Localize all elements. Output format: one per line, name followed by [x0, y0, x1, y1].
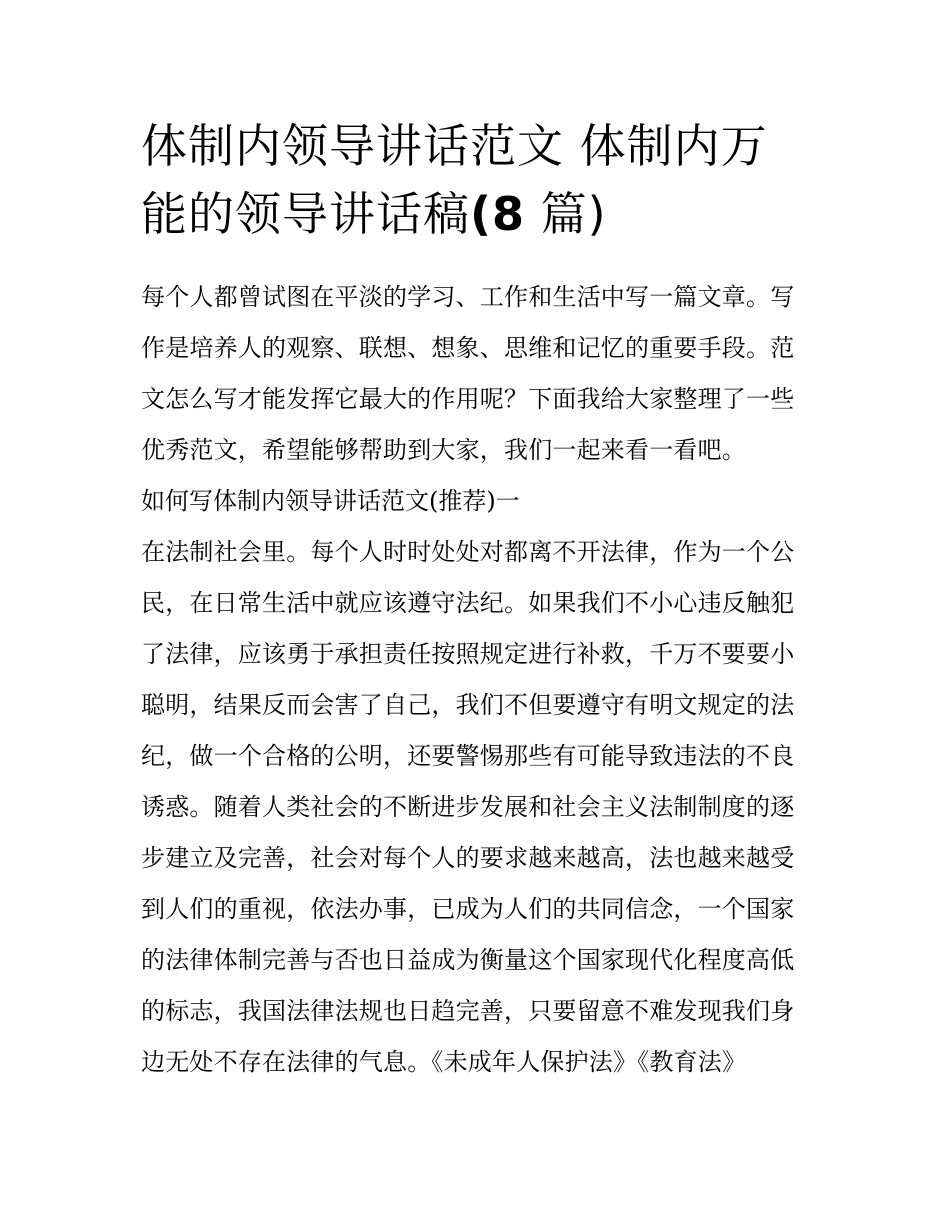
section-heading: 如何写体制内领导讲话范文(推荐)一 — [141, 487, 520, 515]
title-count-bold: (8 — [470, 187, 526, 241]
document-title — [141, 112, 813, 248]
title-text: 体制内领导讲话范文 体制内万能的领导讲话稿 — [141, 119, 768, 241]
document-page — [141, 112, 813, 1088]
intro-paragraph: 每个人都曾试图在平淡的学习、工作和生活中写一篇文章。写作是培养人的观察、联想、想象、思维和记忆的重要手段。范文怎么写才能发挥它最大的作用呢？下面我给大家整理了一些优秀范文，希望能够帮助到大家，我们一起来看一看吧。 — [141, 283, 795, 464]
body-paragraph: 在法制社会里。每个人时时处处对都离不开法律，作为一个公民，在日常生活中就应该遵守法纪。如果我们不小心违反触犯了法律，应该勇于承担责任按照规定进行补救，千万不要要小聪明，结果反而会害了自己，我们不但要遵守有明文规定的法纪，做一个合格的公明，还要警惕那些有可能导致违法的不良诱惑。随着人类社会的不断进步发展和社会主义法制制度的逐步建立及完善，社会对每个人的要求越来越高，法也越来越受到人们的重视，依法办事，已成为人们的共同信念，一个国家的法律体制完善与否也日益成为衡量这个国家现代化程度高低的标志，我国法律法规也日趋完善，只要留意不难发现我们身边无处不存在法律的气息。《未成年人保护法》《教育法》 — [141, 538, 795, 1076]
title-suffix: 篇) — [525, 187, 607, 241]
